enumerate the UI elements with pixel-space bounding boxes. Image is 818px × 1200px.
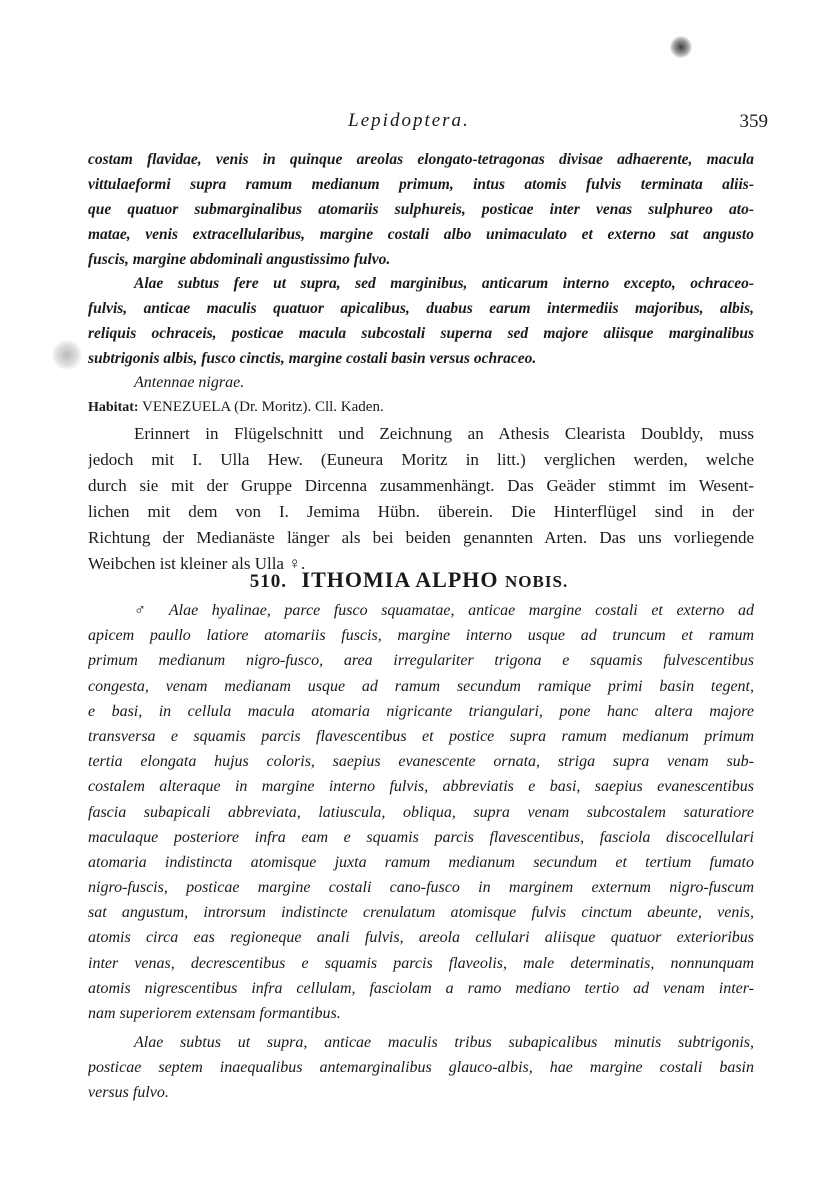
species-author: NOBIS.	[505, 572, 569, 591]
text-line: e basi, in cellula macula atomaria nigricante triangulari, pone hanc altera majore	[88, 702, 754, 720]
text-line: durch sie mit der Gruppe Dircenna zusammenhängt. Das Geäder stimmt im Wesent-	[88, 476, 754, 495]
text-line: nam superiorem extensam formantibus.	[88, 1005, 341, 1022]
page-header	[0, 110, 818, 140]
text-line: maculaque posteriore infra eam e squamis parcis flavescentibus, fasciola discocellulari	[88, 828, 754, 846]
text-line: atomis nigrescentibus infra cellulam, fasciolam a ramo mediano tertio ad venam inter-	[88, 979, 754, 997]
text-line: apicem paullo latiore atomariis fuscis, margine interno usque ad truncum et ramum	[88, 627, 754, 645]
text-line: congesta, venam medianam usque ad ramum secundum ramique primi basin tegent,	[88, 677, 754, 695]
text-line: fuscis, margine abdominali angustissimo fulvo.	[88, 251, 391, 268]
habitat-label: Habitat:	[88, 400, 139, 415]
habitat-locality: VENEZUELA	[142, 399, 231, 415]
text-line: costalem alteraque in margine interno fulvis, abbreviatis e basi, saepius evanescentibus	[88, 778, 754, 796]
text-line: reliquis ochraceis, posticae macula subcostali superna sed majore aliisque marginalibus	[88, 325, 754, 342]
text-line: Erinnert in Flügelschnitt und Zeichnung an Athesis Clearista Doubldy, muss	[134, 424, 754, 443]
text-line: Alae subtus fere ut supra, sed marginibus, anticarum interno excepto, ochraceo-	[134, 275, 754, 292]
running-title: Lepidoptera.	[348, 110, 470, 131]
ink-blot-top-right	[670, 36, 692, 58]
text-line: costam flavidae, venis in quinque areolas elongato-tetragonas divisae adhaerente, macula	[88, 151, 754, 168]
species-description	[88, 598, 754, 1026]
text-line: Weibchen ist kleiner als Ulla ♀.	[88, 554, 306, 573]
text-line: tertia elongata hujus coloris, saepius evanescente ornata, striga supra venam sub-	[88, 753, 754, 771]
habitat-line	[88, 395, 754, 420]
species-number: 510.	[249, 571, 288, 592]
text-line: jedoch mit I. Ulla Hew. (Euneura Moritz in litt.) verglichen werden, welche	[88, 450, 754, 469]
ink-smudge-left	[52, 340, 82, 370]
german-remarks	[88, 421, 754, 577]
text-line: fulvis, anticae maculis quatuor apicalibus, duabus earum intermediis majoribus, albis,	[88, 300, 754, 317]
text-line: primum medianum nigro-fusco, area irregulariter trigona e squamis fulvescentibus	[88, 652, 754, 670]
text-line: vittulaeformi supra ramum medianum primum, intus atomis fulvis terminata aliis-	[88, 176, 754, 193]
text-line: lichen mit dem von I. Jemima Hübn. überein. Die Hinterflügel sind in der	[88, 502, 754, 521]
text-line: versus fulvo.	[88, 1084, 169, 1102]
text-line: que quatuor submarginalibus atomariis sulphureis, posticae inter venas sulphureo ato-	[88, 201, 754, 218]
text-line: subtrigonis albis, fusco cinctis, margine costali basin versus ochraceo.	[88, 350, 537, 367]
continuation-paragraph	[88, 147, 754, 272]
habitat-collector: (Dr. Moritz).	[234, 399, 312, 415]
text-line: Richtung der Medianäste länger als bei beiden genannten Arten. Das uns vorliegende	[88, 528, 754, 547]
text-line: Alae subtus ut supra, anticae maculis tribus subapicalibus minutis subtrigonis,	[134, 1034, 754, 1051]
antennae-text: Antennae nigrae.	[134, 374, 245, 391]
description-underside	[88, 1030, 754, 1106]
text-line: posticae septem inaequalibus antemarginalibus glauco-albis, hae margine costali basin	[88, 1059, 754, 1077]
text-line: inter venas, decrescentibus e squamis parcis flaveolis, male determinatis, nonnunquam	[88, 954, 754, 972]
text-line: sat angustum, introrsum indistincte crenulatum atomisque fulvis cinctum abeunte, venis,	[88, 904, 754, 922]
text-line: fascia subapicali abbreviata, latiuscula, obliqua, supra venam subcostalem saturatiore	[88, 803, 754, 821]
page-number: 359	[739, 111, 768, 132]
text-line: atomaria indistincta atomisque juxta ramum medianum secundum et tertium fumato	[88, 853, 754, 871]
species-name: ITHOMIA ALPHO	[301, 567, 499, 592]
antennae-line	[88, 370, 754, 395]
underside-paragraph	[88, 271, 754, 371]
text-line: atomis circa eas regioneque anali fulvis, areola cellulari aliisque quatuor exterioribus	[88, 929, 754, 947]
text-line: transversa e squamis parcis flavescentibus et postice supra ramum medianum primum	[88, 727, 754, 745]
species-heading	[0, 567, 818, 593]
text-line: nigro-fuscis, posticae margine costali cano-fusco in marginem externum nigro-fuscum	[88, 879, 754, 897]
text-line: matae, venis extracellularibus, margine costali albo unimaculato et externo sat angusto	[88, 226, 754, 243]
text-line: ♂ Alae hyalinae, parce fusco squamatae, anticae margine costali et externo ad	[134, 602, 754, 619]
habitat-collection: Cll. Kaden.	[314, 399, 384, 415]
